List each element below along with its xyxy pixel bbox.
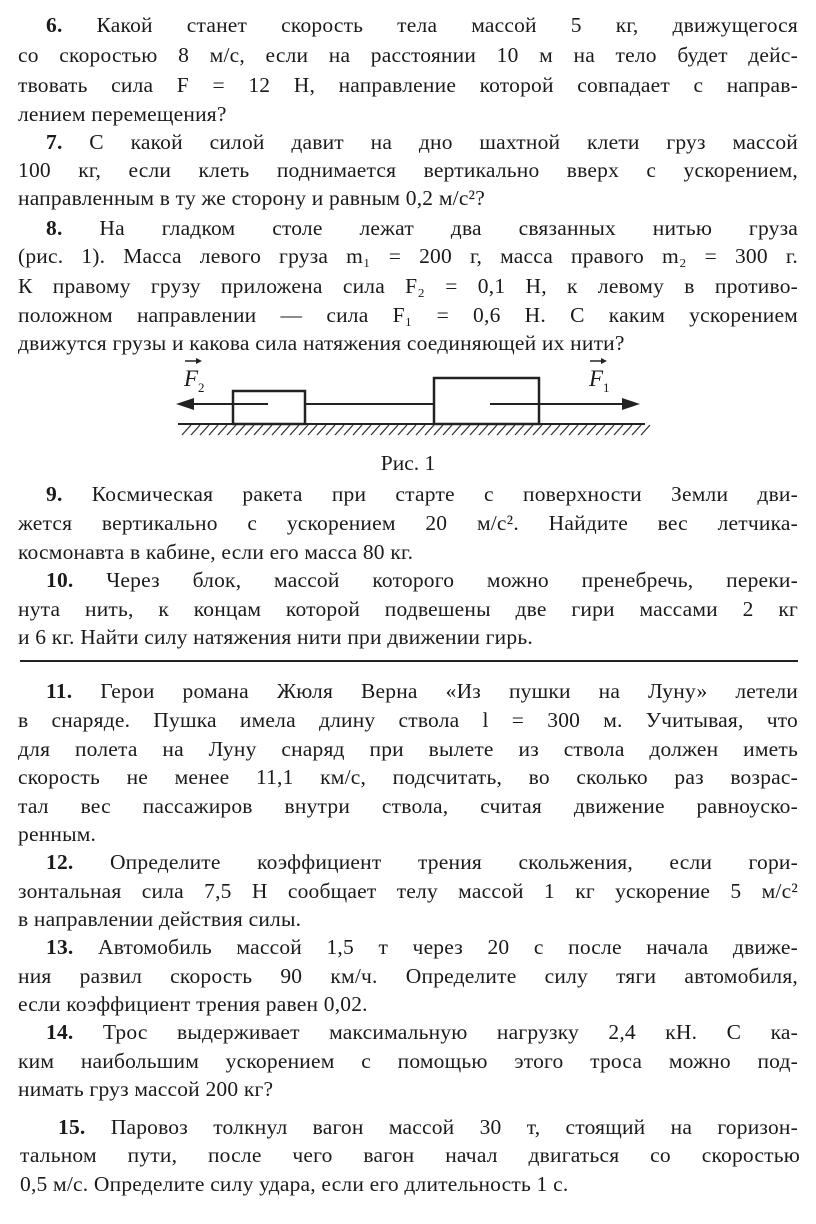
- hatch-stroke: [182, 425, 191, 435]
- problem-12-line-2: зонтальная сила 7,5 Н сообщает телу массой 1 кг ускорение 5 м/с²: [18, 879, 798, 903]
- problem-9-line-3: космонавта в кабине, если его масса 80 кг.: [18, 540, 414, 564]
- problem-number: 6.: [46, 13, 63, 37]
- problem-8-line-2: (рис. 1). Масса левого груза m₁ = 200 г, масса правого m₂ = 300 г.: [18, 244, 798, 268]
- hatch-stroke: [281, 425, 290, 435]
- force-f1-arrowhead: [622, 398, 640, 410]
- left-block: [233, 391, 305, 424]
- problem-14-line-2: ким наибольшим ускорением с помощью этого троса можно под-: [18, 1049, 798, 1073]
- hatch-stroke: [524, 425, 533, 435]
- problem-text: Какой станет скорость тела массой 5 кг, движущегося: [96, 13, 799, 37]
- problem-9-line-1: [18, 481, 798, 507]
- hatch-stroke: [326, 425, 335, 435]
- hatch-stroke: [623, 425, 632, 435]
- problem-number: 10.: [46, 568, 74, 592]
- problem-8-line-3: К правому грузу приложена сила F₂ = 0,1 Н, к левому в противо-: [18, 274, 798, 298]
- force-f2-arrowhead: [176, 398, 194, 410]
- problem-text: На гладком столе лежат два связанных нитью груза: [99, 216, 799, 240]
- hatch-stroke: [452, 425, 461, 435]
- problem-13-line-3: если коэффициент трения равен 0,02.: [18, 992, 368, 1016]
- problem-number: 13.: [46, 935, 74, 959]
- problem-number: 15.: [58, 1115, 86, 1139]
- hatch-stroke: [398, 425, 407, 435]
- hatch-stroke: [632, 425, 641, 435]
- problem-13-line-2: ния развил скорость 90 км/ч. Определите силу тяги автомобиля,: [18, 964, 798, 988]
- hatch-stroke: [245, 425, 254, 435]
- problem-text: С какой силой давит на дно шахтной клети груз массой: [89, 130, 798, 154]
- problem-6-line-4: лением перемещения?: [18, 102, 227, 126]
- problem-number: 7.: [46, 130, 63, 154]
- hatch-stroke: [596, 425, 605, 435]
- problem-text: Автомобиль массой 1,5 т через 20 с после начала движе-: [98, 935, 798, 959]
- problem-12-line-1: [18, 849, 798, 875]
- hatch-stroke: [371, 425, 380, 435]
- problem-15-line-3: 0,5 м/с. Определите силу удара, если его длительность 1 с.: [20, 1172, 569, 1196]
- problem-9-line-2: жется вертикально с ускорением 20 м/с². Найдите вес летчика-: [18, 511, 798, 535]
- problem-6-line-3: твовать сила F = 12 Н, направление которой совпадает с направ-: [18, 73, 798, 97]
- problem-text: Герои романа Жюля Верна «Из пушки на Луну» летели: [100, 679, 798, 703]
- hatch-stroke: [641, 425, 650, 435]
- hatch-stroke: [470, 425, 479, 435]
- problem-text: Паровоз толкнул вагон массой 30 т, стоящий на горизон-: [110, 1115, 798, 1139]
- hatch-stroke: [425, 425, 434, 435]
- hatch-stroke: [461, 425, 470, 435]
- figure-caption: Рис. 1: [380, 451, 436, 475]
- problem-text: Через блок, массой которого можно пренебречь, переки-: [106, 568, 798, 592]
- hatch-stroke: [236, 425, 245, 435]
- problem-6-line-2: со скоростью 8 м/с, если на расстоянии 10 м на тело будет дейс-: [18, 43, 798, 67]
- hatch-stroke: [506, 425, 515, 435]
- problem-10-line-2: нута нить, к концам которой подвешены две гири массами 2 кг: [18, 597, 798, 621]
- hatch-stroke: [578, 425, 587, 435]
- section-divider: [20, 660, 798, 662]
- problem-number: 12.: [46, 850, 74, 874]
- problem-11-line-5: тал вес пассажиров внутри ствола, считая движение равноуско-: [18, 794, 798, 818]
- hatch-stroke: [344, 425, 353, 435]
- hatch-stroke: [380, 425, 389, 435]
- problem-10-line-1: [18, 567, 798, 593]
- table-hatching: [182, 425, 650, 435]
- right-block: [434, 378, 539, 424]
- hatch-stroke: [497, 425, 506, 435]
- problem-11-line-4: скорость не менее 11,1 км/с, подсчитать, во сколько раз возрас-: [18, 765, 798, 789]
- figure-1-diagram: [0, 0, 816, 480]
- hatch-stroke: [488, 425, 497, 435]
- hatch-stroke: [191, 425, 200, 435]
- hatch-stroke: [479, 425, 488, 435]
- hatch-stroke: [299, 425, 308, 435]
- label-f2-sub: 2: [198, 380, 205, 395]
- hatch-stroke: [389, 425, 398, 435]
- hatch-stroke: [542, 425, 551, 435]
- hatch-stroke: [317, 425, 326, 435]
- hatch-stroke: [587, 425, 596, 435]
- problem-12-line-3: в направлении действия силы.: [18, 907, 302, 931]
- problem-14-line-3: нимать груз массой 200 кг?: [18, 1077, 274, 1101]
- problem-7-line-3: направленным в ту же сторону и равным 0,2 м/с²?: [18, 186, 485, 210]
- hatch-stroke: [227, 425, 236, 435]
- hatch-stroke: [551, 425, 560, 435]
- hatch-stroke: [515, 425, 524, 435]
- problem-8-line-5: движутся грузы и какова сила натяжения соединяющей их нити?: [18, 331, 625, 355]
- problem-number: 14.: [46, 1020, 74, 1044]
- hatch-stroke: [290, 425, 299, 435]
- hatch-stroke: [569, 425, 578, 435]
- problem-text: Трос выдерживает максимальную нагрузку 2,4 кН. С ка-: [102, 1020, 798, 1044]
- hatch-stroke: [560, 425, 569, 435]
- hatch-stroke: [308, 425, 317, 435]
- vector-bar-f2-tip: [196, 358, 202, 364]
- hatch-stroke: [254, 425, 263, 435]
- problem-11-line-1: [18, 678, 798, 704]
- problem-15-line-2: тальном пути, после чего вагон начал двигаться со скоростью: [20, 1143, 800, 1167]
- label-f2: F: [184, 366, 199, 391]
- hatch-stroke: [614, 425, 623, 435]
- hatch-stroke: [272, 425, 281, 435]
- hatch-stroke: [416, 425, 425, 435]
- problem-number: 8.: [46, 216, 63, 240]
- hatch-stroke: [407, 425, 416, 435]
- problem-number: 11.: [46, 679, 73, 703]
- problem-14-line-1: [18, 1019, 798, 1045]
- hatch-stroke: [434, 425, 443, 435]
- hatch-stroke: [218, 425, 227, 435]
- hatch-stroke: [263, 425, 272, 435]
- label-f1-sub: 1: [603, 380, 610, 395]
- problem-number: 9.: [46, 482, 63, 506]
- problem-7-line-2: 100 кг, если клеть поднимается вертикально вверх с ускорением,: [18, 158, 798, 182]
- hatch-stroke: [335, 425, 344, 435]
- hatch-stroke: [443, 425, 452, 435]
- hatch-stroke: [605, 425, 614, 435]
- problem-8-line-4: положном направлении — сила F₁ = 0,6 Н. С каким ускорением: [18, 303, 798, 327]
- problem-11-line-2: в снаряде. Пушка имела длину ствола l = 300 м. Учитывая, что: [18, 708, 798, 732]
- problem-text: Космическая ракета при старте с поверхности Земли дви-: [91, 482, 798, 506]
- problem-15-line-1: [18, 1114, 798, 1140]
- vector-bar-f1-tip: [601, 358, 607, 364]
- problem-11-line-6: ренным.: [18, 822, 97, 846]
- problem-10-line-3: и 6 кг. Найти силу натяжения нити при движении гирь.: [18, 625, 533, 649]
- problem-11-line-3: для полета на Луну снаряд при вылете из ствола должен иметь: [18, 737, 798, 761]
- hatch-stroke: [200, 425, 209, 435]
- label-f1: F: [589, 366, 604, 391]
- hatch-stroke: [353, 425, 362, 435]
- hatch-stroke: [533, 425, 542, 435]
- hatch-stroke: [209, 425, 218, 435]
- hatch-stroke: [362, 425, 371, 435]
- problem-13-line-1: [18, 934, 798, 960]
- problem-text: Определите коэффициент трения скольжения, если гори-: [109, 850, 798, 874]
